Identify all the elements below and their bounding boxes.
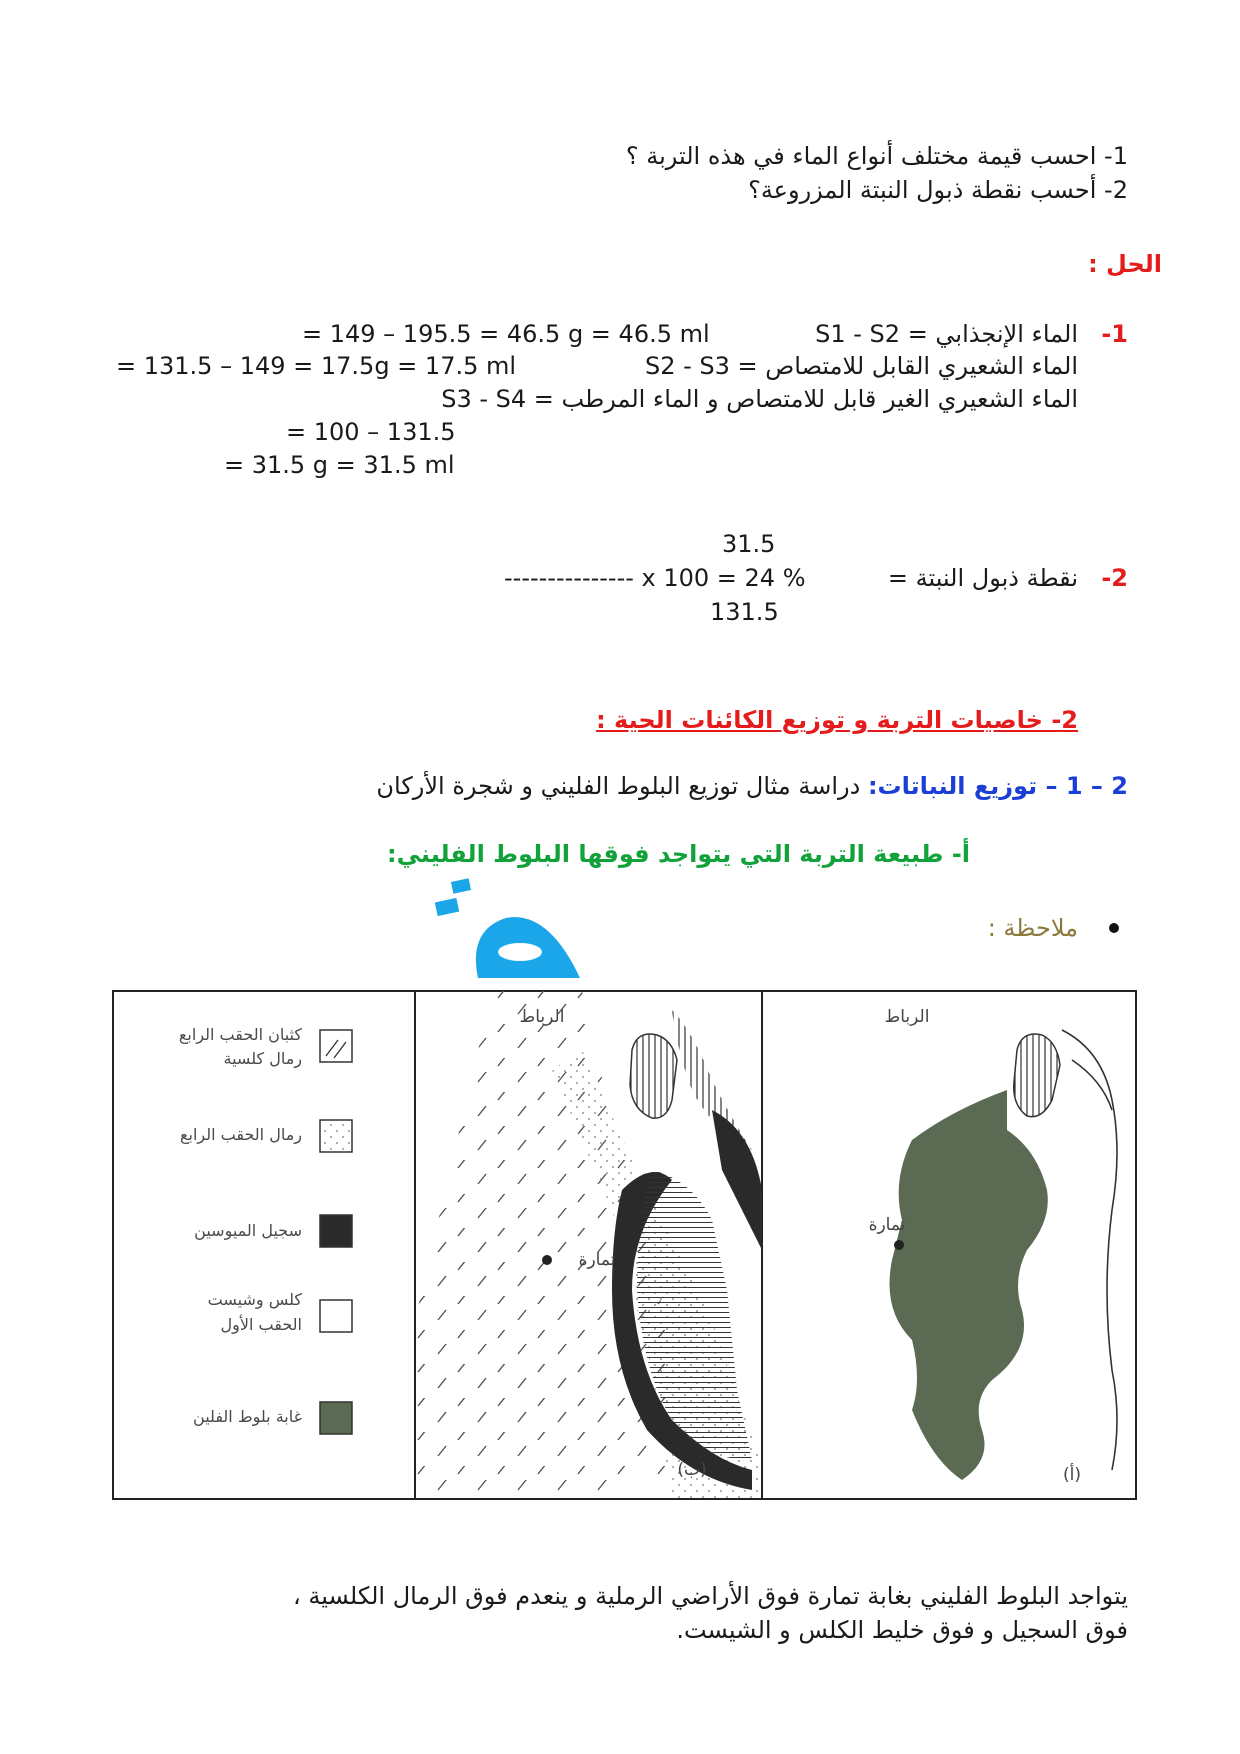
- section-2-1-label: 2 – 1 – توزيع النباتات:: [867, 772, 1128, 800]
- decorative-blue-mark: [428, 870, 588, 980]
- unavailable-water-label: الماء الشعيري الغير قابل للامتصاص و الماء المرطب = S3 - S4: [441, 385, 1078, 413]
- legend-dunes-1: كثبان الحقب الرابع: [178, 1025, 302, 1044]
- map-b-town: تمارة: [578, 1250, 616, 1270]
- gravity-water-calc: = 149 – 195.5 = 46.5 g = 46.5 ml: [302, 320, 710, 348]
- wilting-numerator: 31.5: [722, 530, 776, 558]
- section-2-1-text: دراسة مثال توزيع البلوط الفليني و شجرة الأركان: [376, 772, 868, 800]
- solution-heading: الحل :: [1088, 250, 1162, 278]
- gravity-water-label: الماء الإنجذابي = S1 - S2: [815, 320, 1078, 348]
- unavailable-water-calc-1: = 100 – 131.5: [286, 418, 456, 446]
- map-b-label: (ب): [677, 1460, 707, 1480]
- soil-map-figure: [112, 990, 1137, 1500]
- question-2: 2- أحسب نقطة ذبول النبتة المزروعة؟: [748, 176, 1128, 204]
- bullet-icon: [1109, 923, 1119, 933]
- section-2-title: 2- خاصيات التربة و توزيع الكائنات الحية :: [596, 706, 1078, 734]
- map-b-city: الرباط: [519, 1007, 565, 1027]
- legend-forest: غابة بلوط الفلين: [193, 1407, 302, 1426]
- legend-limestone-2: الحقب الأول: [220, 1315, 302, 1334]
- item-1-marker: 1-: [1101, 320, 1128, 348]
- capillary-water-calc: = 131.5 – 149 = 17.5g = 17.5 ml: [116, 352, 517, 380]
- legend-sands: رمال الحقب الرابع: [180, 1125, 302, 1144]
- legend-dunes-2: رمال كلسية: [223, 1049, 302, 1068]
- legend-miocene: سجيل الميوسين: [194, 1221, 302, 1240]
- legend-limestone-1: كلس وشيست: [207, 1290, 302, 1309]
- wilting-denominator: 131.5: [710, 598, 779, 626]
- item-2-marker: 2-: [1101, 564, 1128, 592]
- conclusion-line-2: فوق السجيل و فوق خليط الكلس و الشيست.: [676, 1616, 1128, 1644]
- wilting-label: نقطة ذبول النبتة =: [887, 564, 1078, 592]
- map-a-town: تمارة: [868, 1215, 906, 1235]
- unavailable-water-calc-2: = 31.5 g = 31.5 ml: [224, 451, 455, 479]
- map-a-label: (أ): [1062, 1465, 1082, 1485]
- part-a-title: أ- طبيعة التربة التي يتواجد فوقها البلوط الفليني:: [387, 840, 970, 868]
- capillary-water-label: الماء الشعيري القابل للامتصاص = S2 - S3: [644, 352, 1078, 380]
- section-2-1-line: [376, 770, 1128, 802]
- map-a-city: الرباط: [884, 1007, 930, 1027]
- note-label: ملاحظة :: [987, 914, 1078, 942]
- question-1: 1- احسب قيمة مختلف أنواع الماء في هذه التربة ؟: [625, 142, 1128, 170]
- wilting-fraction: --------------- x 100 = 24 %: [504, 564, 806, 592]
- conclusion-line-1: يتواجد البلوط الفليني بغابة تمارة فوق الأراضي الرملية و ينعدم فوق الرمال الكلسية ،: [293, 1582, 1128, 1610]
